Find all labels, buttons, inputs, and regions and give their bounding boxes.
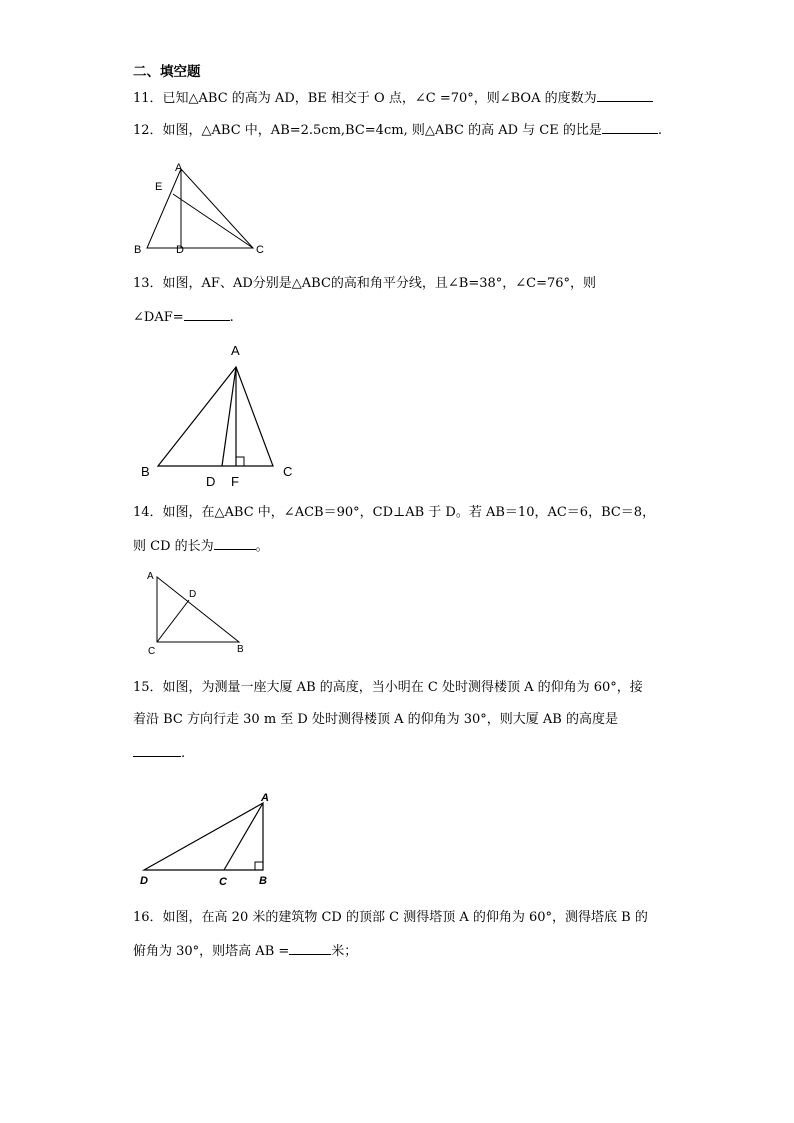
question-13-line-2: [133, 308, 234, 326]
label-a: A: [175, 162, 183, 174]
question-13-text-2: ∠DAF=: [133, 310, 184, 325]
answer-blank[interactable]: [289, 942, 331, 955]
label-e: E: [155, 181, 163, 193]
label-d: D: [140, 875, 148, 887]
question-12: [133, 121, 662, 139]
triangle-abc: [157, 577, 239, 642]
question-14-line-1: [133, 505, 655, 521]
question-15-text: 15．如图，为测量一座大厦 AB 的高度，当小明在 C 处时测得楼顶 A 的仰角为 60°，接: [133, 680, 643, 695]
question-15-text-2: 着沿 BC 方向行走 30 m 至 D 处时测得楼顶 A 的仰角为 30°，则大厦 AB 的高度是: [133, 712, 618, 727]
altitude-ce: [173, 194, 253, 248]
answer-blank[interactable]: [214, 537, 256, 550]
question-16-line-1: [133, 910, 648, 926]
question-13-text: 13．如图，AF、AD分别是△ABC的高和角平分线，且∠B=38°，∠C=76°，则: [133, 276, 597, 291]
answer-blank[interactable]: [133, 744, 181, 757]
triangle-adb: [144, 803, 263, 870]
question-16-text: 16．如图，在高 20 米的建筑物 CD 的顶部 C 测得塔顶 A 的仰角为 60°，测得塔底 B 的: [133, 910, 648, 925]
question-15-line-2: [133, 712, 618, 728]
label-a: A: [147, 571, 154, 582]
question-13-period: .: [229, 310, 234, 325]
answer-blank[interactable]: [602, 121, 658, 134]
label-f: F: [231, 474, 239, 489]
label-d: D: [189, 589, 197, 600]
answer-blank[interactable]: [597, 89, 653, 102]
question-16-text-2: 俯角为 30°，则塔高 AB =: [133, 944, 290, 959]
triangle-abc: [147, 169, 253, 248]
label-a: A: [261, 792, 269, 804]
label-c: C: [148, 646, 156, 657]
label-b: B: [237, 644, 244, 655]
label-d: D: [206, 474, 216, 489]
question-12-period: .: [657, 123, 663, 138]
question-11: [133, 89, 653, 107]
question-12-text: 12．如图，△ABC 中，AB=2.5cm,BC=4cm, 则△ABC 的高 AD 与 CE 的比是: [133, 123, 602, 138]
figure-13-triangle: [138, 340, 303, 490]
right-angle-mark: [236, 457, 244, 466]
question-14-text-2: 则 CD 的长为: [133, 539, 214, 554]
label-c: C: [283, 464, 293, 479]
right-angle-mark: [255, 862, 263, 870]
figure-14-triangle: [140, 566, 255, 658]
label-b: B: [141, 464, 150, 479]
label-c: C: [256, 244, 264, 256]
label-a: A: [231, 343, 240, 358]
label-b: B: [134, 244, 142, 256]
altitude-cd: [157, 600, 189, 642]
question-15-line-1: [133, 680, 643, 696]
triangle-abc: [158, 367, 273, 466]
question-11-text: 11．已知△ABC 的高为 AD，BE 相交于 O 点，∠C =70°，则∠BOA 的度数为: [133, 91, 597, 106]
sightline-ca: [224, 803, 263, 870]
answer-blank[interactable]: [184, 308, 230, 321]
section-heading: 二、填空题: [133, 64, 201, 80]
question-14-text: 14．如图，在△ABC 中，∠ACB＝90°，CD⊥AB 于 D。若 AB＝10，AC＝6，BC＝8，: [133, 505, 656, 520]
question-15-line-3: [133, 744, 185, 762]
question-16-unit: 米；: [331, 944, 358, 959]
question-16-line-2: [133, 942, 357, 960]
question-14-period: 。: [255, 539, 269, 554]
question-14-line-2: [133, 537, 269, 555]
label-d: D: [176, 244, 184, 256]
figure-12-triangle: [130, 160, 270, 260]
figure-15-building: [135, 788, 285, 893]
question-13-line-1: [133, 276, 596, 292]
question-15-period: .: [181, 746, 186, 761]
label-b: B: [259, 875, 267, 887]
label-c: C: [219, 876, 227, 888]
